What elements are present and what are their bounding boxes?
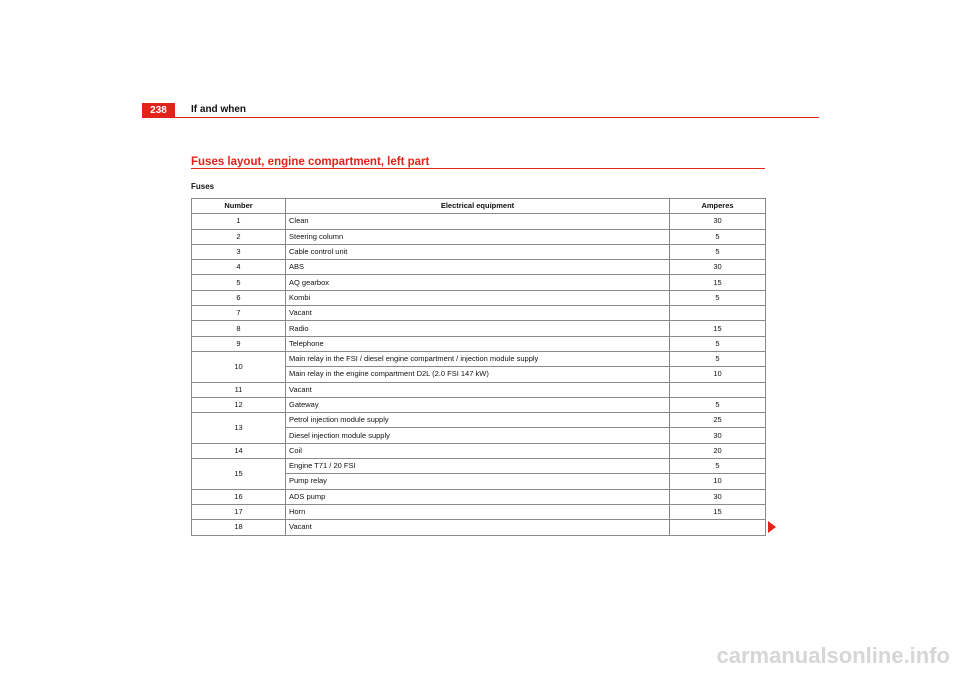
- fuse-number-cell: 14: [192, 443, 286, 458]
- amperes-cell: 25: [670, 413, 766, 428]
- table-row: [192, 504, 766, 519]
- fuse-number-cell: 10: [192, 351, 286, 382]
- amperes-cell: [670, 306, 766, 321]
- amperes-cell: 5: [670, 459, 766, 474]
- amperes-cell: 30: [670, 489, 766, 504]
- equipment-cell: Radio: [286, 321, 670, 336]
- header-rule: [142, 117, 819, 118]
- equipment-cell: Vacant: [286, 382, 670, 397]
- table-row: [192, 443, 766, 458]
- equipment-cell: Engine T71 / 20 FSI: [286, 459, 670, 474]
- section-rule: [191, 168, 765, 169]
- fuse-number-cell: 16: [192, 489, 286, 504]
- equipment-cell: Main relay in the engine compartment D2L (2.0 FSI 147 kW): [286, 367, 670, 382]
- equipment-cell: ADS pump: [286, 489, 670, 504]
- table-row: [192, 336, 766, 351]
- table-row: [192, 489, 766, 504]
- table-row: [192, 351, 766, 366]
- equipment-cell: Petrol injection module supply: [286, 413, 670, 428]
- equipment-cell: Vacant: [286, 520, 670, 535]
- amperes-cell: 30: [670, 214, 766, 229]
- running-title: If and when: [191, 104, 246, 115]
- fuse-number-cell: 9: [192, 336, 286, 351]
- amperes-cell: 30: [670, 260, 766, 275]
- equipment-cell: Vacant: [286, 306, 670, 321]
- fuse-number-cell: 7: [192, 306, 286, 321]
- table-body: [192, 214, 766, 535]
- fuse-number-cell: 3: [192, 244, 286, 259]
- amperes-cell: 5: [670, 351, 766, 366]
- equipment-cell: Cable control unit: [286, 244, 670, 259]
- fuse-number-cell: 13: [192, 413, 286, 444]
- fuse-number-cell: 1: [192, 214, 286, 229]
- fuse-number-cell: 8: [192, 321, 286, 336]
- equipment-cell: Main relay in the FSI / diesel engine compartment / injection module supply: [286, 351, 670, 366]
- table-row: [192, 229, 766, 244]
- fuse-number-cell: 12: [192, 397, 286, 412]
- equipment-cell: ABS: [286, 260, 670, 275]
- table-header-row: [192, 199, 766, 214]
- amperes-cell: [670, 520, 766, 535]
- amperes-cell: 15: [670, 321, 766, 336]
- table-row: [192, 413, 766, 428]
- table-row: [192, 260, 766, 275]
- table-row: [192, 382, 766, 397]
- table-row: [192, 290, 766, 305]
- table-row: [192, 459, 766, 474]
- equipment-cell: AQ gearbox: [286, 275, 670, 290]
- fuse-number-cell: 17: [192, 504, 286, 519]
- equipment-cell: Telephone: [286, 336, 670, 351]
- subsection-title: Fuses: [191, 182, 215, 191]
- amperes-cell: 5: [670, 229, 766, 244]
- fuse-number-cell: 2: [192, 229, 286, 244]
- equipment-cell: Horn: [286, 504, 670, 519]
- amperes-cell: 5: [670, 397, 766, 412]
- table-row: [192, 275, 766, 290]
- fuse-table: [191, 198, 766, 536]
- equipment-cell: Diesel injection module supply: [286, 428, 670, 443]
- amperes-cell: 5: [670, 244, 766, 259]
- equipment-cell: Clean: [286, 214, 670, 229]
- table-row: [192, 520, 766, 535]
- amperes-cell: 20: [670, 443, 766, 458]
- fuse-number-cell: 5: [192, 275, 286, 290]
- amperes-cell: 5: [670, 336, 766, 351]
- equipment-cell: Pump relay: [286, 474, 670, 489]
- header-number: Number: [192, 199, 286, 214]
- amperes-cell: 15: [670, 504, 766, 519]
- fuse-number-cell: 11: [192, 382, 286, 397]
- equipment-cell: Coil: [286, 443, 670, 458]
- amperes-cell: [670, 382, 766, 397]
- fuse-number-cell: 18: [192, 520, 286, 535]
- equipment-cell: Kombi: [286, 290, 670, 305]
- header-equipment: Electrical equipment: [286, 199, 670, 214]
- fuse-number-cell: 15: [192, 459, 286, 490]
- table-row: [192, 214, 766, 229]
- table-row: [192, 244, 766, 259]
- section-title: Fuses layout, engine compartment, left part: [191, 156, 430, 168]
- equipment-cell: Steering column: [286, 229, 670, 244]
- table-row: [192, 397, 766, 412]
- amperes-cell: 5: [670, 290, 766, 305]
- fuse-number-cell: 6: [192, 290, 286, 305]
- next-page-arrow-icon[interactable]: [768, 521, 776, 533]
- amperes-cell: 30: [670, 428, 766, 443]
- table-row: [192, 321, 766, 336]
- header-amperes: Amperes: [670, 199, 766, 214]
- watermark: carmanualsonline.info: [716, 643, 950, 668]
- amperes-cell: 15: [670, 275, 766, 290]
- page-number: 238: [142, 103, 175, 118]
- fuse-number-cell: 4: [192, 260, 286, 275]
- equipment-cell: Gateway: [286, 397, 670, 412]
- amperes-cell: 10: [670, 474, 766, 489]
- amperes-cell: 10: [670, 367, 766, 382]
- table-row: [192, 306, 766, 321]
